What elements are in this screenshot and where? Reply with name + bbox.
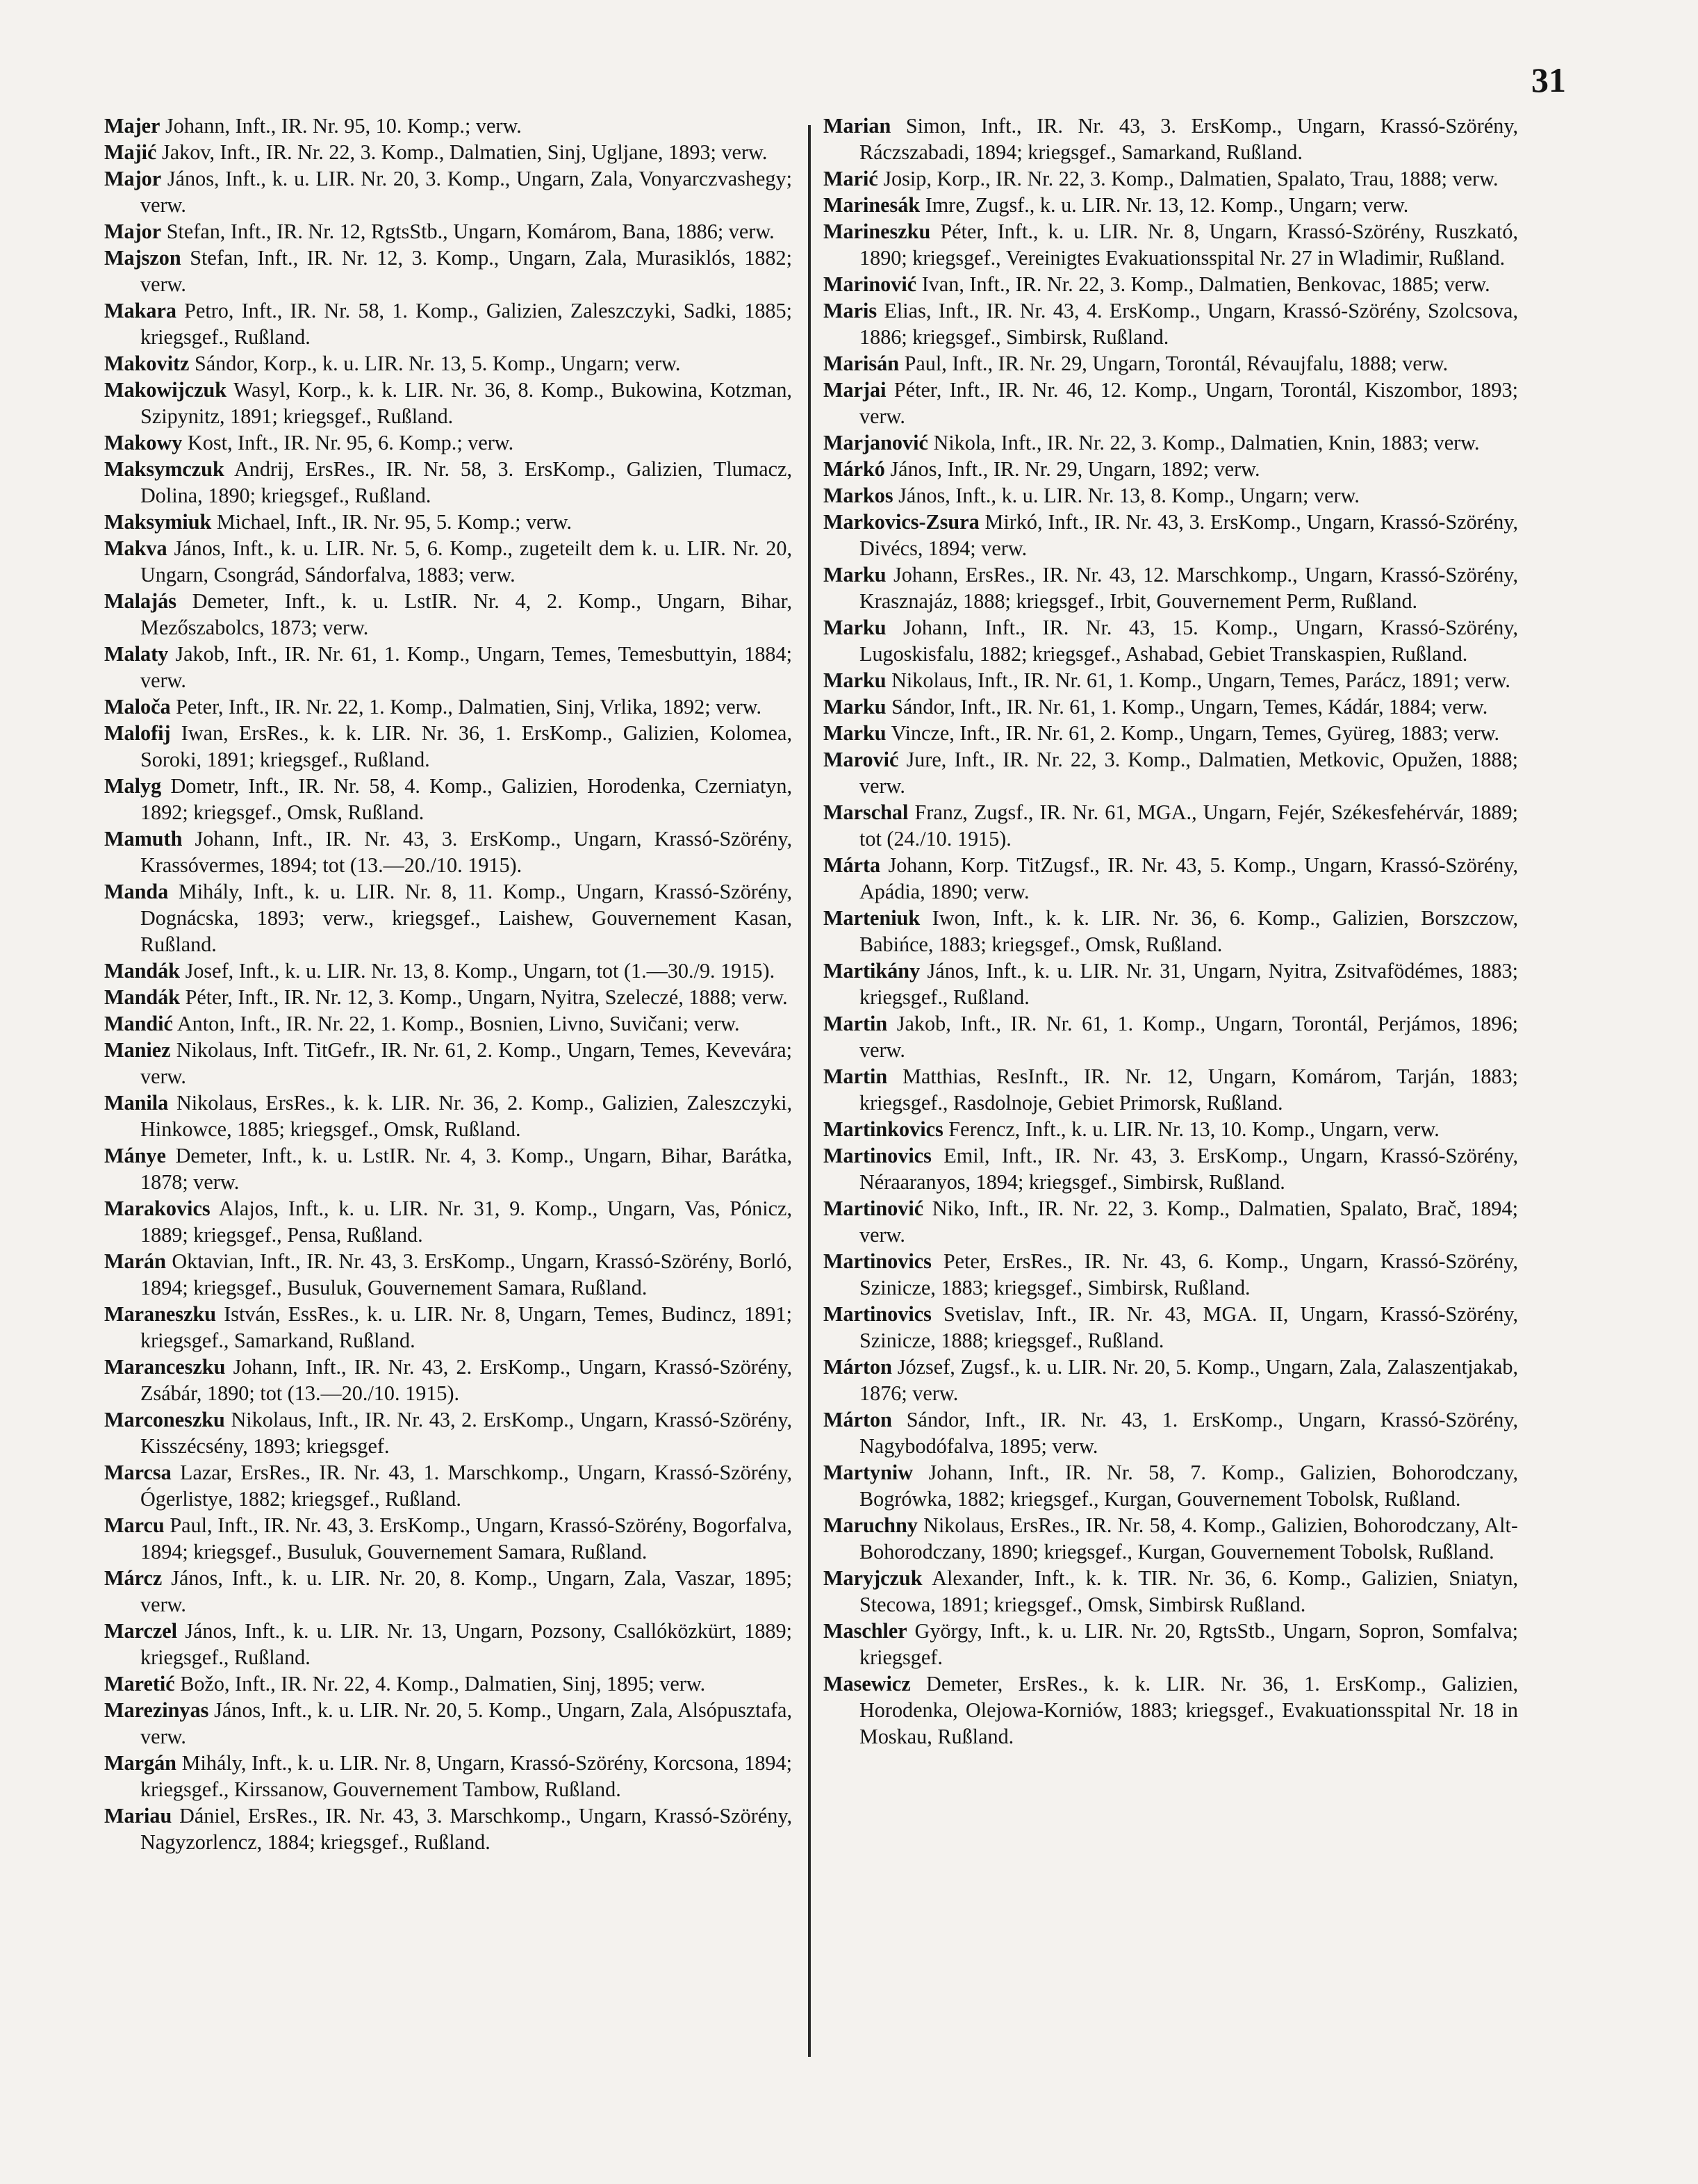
casualty-entry <box>823 1512 1518 1565</box>
entry-details: Svetislav, Inft., IR. Nr. 43, MGA. II, Ungarn, Krassó-Szörény, Szinicze, 1888; kriegsgef., Rußland. <box>859 1302 1518 1352</box>
casualty-entry <box>104 1354 792 1406</box>
casualty-entry <box>104 1142 792 1195</box>
entry-details: Niko, Inft., IR. Nr. 22, 3. Komp., Dalmatien, Spalato, Brač, 1894; verw. <box>859 1197 1518 1247</box>
entry-surname: Markovics-Zsura <box>823 510 980 534</box>
casualty-entry <box>823 1565 1518 1618</box>
casualty-entry <box>823 509 1518 561</box>
entry-details: Josip, Korp., IR. Nr. 22, 3. Komp., Dalmatien, Spalato, Trau, 1888; verw. <box>883 167 1499 190</box>
entry-surname: Marjai <box>823 378 887 402</box>
entry-details: János, Inft., k. u. LIR. Nr. 20, 3. Komp., Ungarn, Zala, Vonyarczvashegy; verw. <box>140 167 792 217</box>
casualty-entry <box>104 350 792 377</box>
entry-details: Matthias, ResInft., IR. Nr. 12, Ungarn, Komárom, Tarján, 1883; kriegsgef., Rasdolnoje, Gebiet Primorsk, Rußland. <box>859 1065 1518 1115</box>
entry-surname: Major <box>104 167 162 190</box>
casualty-entry <box>823 1618 1518 1670</box>
casualty-entry <box>823 1248 1518 1301</box>
casualty-entry <box>104 377 792 429</box>
entry-details: Sándor, Inft., IR. Nr. 61, 1. Komp., Ungarn, Temes, Kádár, 1884; verw. <box>891 695 1488 719</box>
casualty-entry <box>823 1195 1518 1248</box>
entry-surname: Maschler <box>823 1619 907 1643</box>
entry-surname: Margán <box>104 1751 176 1775</box>
entry-surname: Márkó <box>823 457 885 481</box>
entry-surname: Mánye <box>104 1144 166 1167</box>
casualty-entry <box>823 113 1518 165</box>
entry-details: Nikolaus, Inft., IR. Nr. 61, 1. Komp., Ungarn, Temes, Parácz, 1891; verw. <box>891 668 1510 692</box>
casualty-entry <box>104 720 792 773</box>
entry-details: Jure, Inft., IR. Nr. 22, 3. Komp., Dalmatien, Metkovic, Opužen, 1888; verw. <box>859 748 1519 798</box>
entry-details: Peter, Inft., IR. Nr. 22, 1. Komp., Dalmatien, Sinj, Vrlika, 1892; verw. <box>176 695 762 719</box>
entry-surname: Marku <box>823 616 887 639</box>
entry-details: János, Inft., k. u. LIR. Nr. 13, 8. Komp., Ungarn; verw. <box>898 484 1360 507</box>
entry-surname: Marović <box>823 748 899 771</box>
casualty-entry <box>104 588 792 641</box>
entry-details: Paul, Inft., IR. Nr. 29, Ungarn, Torontál, Révaujfalu, 1888; verw. <box>904 352 1449 375</box>
casualty-entry <box>823 1301 1518 1354</box>
entry-surname: Marteniuk <box>823 906 921 930</box>
casualty-entry <box>104 535 792 588</box>
casualty-entry <box>104 429 792 456</box>
casualty-entry <box>823 1142 1518 1195</box>
entry-surname: Maranceszku <box>104 1355 226 1379</box>
entry-surname: Martin <box>823 1065 888 1088</box>
entry-details: Josef, Inft., k. u. LIR. Nr. 13, 8. Komp., Ungarn, tot (1.—30./9. 1915). <box>185 959 775 983</box>
entry-details: Demeter, Inft., k. u. LstIR. Nr. 4, 2. Komp., Ungarn, Bihar, Mezőszabolcs, 1873; verw. <box>140 589 793 639</box>
entry-surname: Marconeszku <box>104 1408 225 1431</box>
entry-surname: Marineszku <box>823 220 931 243</box>
entry-surname: Malaty <box>104 642 169 666</box>
entry-details: Imre, Zugsf., k. u. LIR. Nr. 13, 12. Komp., Ungarn; verw. <box>925 193 1409 217</box>
entry-surname: Majić <box>104 140 157 164</box>
entry-surname: Mandić <box>104 1012 173 1035</box>
entry-details: Péter, Inft., k. u. LIR. Nr. 8, Ungarn, Krassó-Szörény, Ruszkató, 1890; kriegsgef., Vereinigtes Evakuationsspital Nr. 27 in Wladimir, Rußland. <box>859 220 1518 270</box>
entry-details: Johann, Inft., IR. Nr. 95, 10. Komp.; verw. <box>165 114 522 138</box>
casualty-entry <box>104 693 792 720</box>
entry-details: Iwon, Inft., k. k. LIR. Nr. 36, 6. Komp., Galizien, Borszczow, Babińce, 1883; kriegsgef., Omsk, Rußland. <box>859 906 1519 956</box>
entry-details: János, Inft., k. u. LIR. Nr. 13, Ungarn, Pozsony, Csallóközkürt, 1889; kriegsgef., Rußland. <box>140 1619 793 1669</box>
entry-details: József, Zugsf., k. u. LIR. Nr. 20, 5. Komp., Ungarn, Zala, Zalaszentjakab, 1876; verw. <box>859 1355 1518 1405</box>
entry-details: János, Inft., IR. Nr. 29, Ungarn, 1892; verw. <box>890 457 1260 481</box>
entry-surname: Marić <box>823 167 878 190</box>
entry-details: Petro, Inft., IR. Nr. 58, 1. Komp., Galizien, Zaleszczyki, Sadki, 1885; kriegsgef., Rußland. <box>140 299 793 349</box>
entry-surname: Marán <box>104 1249 166 1273</box>
entry-surname: Mandák <box>104 959 181 983</box>
casualty-entry <box>104 139 792 165</box>
entry-details: Nikolaus, ErsRes., IR. Nr. 58, 4. Komp., Galizien, Bohorodczany, Alt-Bohorodczany, 1890; kriegsgef., Kurgan, Gouvernement Tobolsk, Rußland. <box>859 1513 1518 1563</box>
entry-details: Johann, Inft., IR. Nr. 43, 3. ErsKomp., Ungarn, Krassó-Szörény, Krassóvermes, 1894; tot (13.—20./10. 1915). <box>140 827 793 877</box>
entry-details: Emil, Inft., IR. Nr. 43, 3. ErsKomp., Ungarn, Krassó-Szörény, Néraaranyos, 1894; kriegsgef., Simbirsk, Rußland. <box>859 1144 1519 1194</box>
entry-surname: Malajás <box>104 589 176 613</box>
casualty-entry <box>104 113 792 139</box>
entry-surname: Martinovics <box>823 1302 932 1326</box>
casualty-entry <box>823 350 1518 377</box>
entry-surname: Maris <box>823 299 877 322</box>
casualty-entry <box>823 1116 1518 1142</box>
entry-details: Nikolaus, ErsRes., k. k. LIR. Nr. 36, 2. Komp., Galizien, Zaleszczyki, Hinkowce, 1885; kriegsgef., Omsk, Rußland. <box>140 1091 793 1141</box>
casualty-entry <box>823 1010 1518 1063</box>
entry-details: Vincze, Inft., IR. Nr. 61, 2. Komp., Ungarn, Temes, Gyüreg, 1883; verw. <box>891 721 1500 745</box>
entry-surname: Maruchny <box>823 1513 918 1537</box>
entry-surname: Márta <box>823 853 881 877</box>
entry-surname: Marschal <box>823 800 909 824</box>
entry-details: János, Inft., k. u. LIR. Nr. 5, 6. Komp., zugeteilt dem k. u. LIR. Nr. 20, Ungarn, Csongrád, Sándorfalva, 1883; verw. <box>140 536 793 586</box>
entry-details: Dometr, Inft., IR. Nr. 58, 4. Komp., Galizien, Horodenka, Czerniatyn, 1892; kriegsgef., Omsk, Rußland. <box>140 774 793 824</box>
entry-surname: Martinovics <box>823 1249 932 1273</box>
entry-details: Elias, Inft., IR. Nr. 43, 4. ErsKomp., Ungarn, Krassó-Szörény, Szolcsova, 1886; kriegsgef., Simbirsk, Rußland. <box>859 299 1518 349</box>
entry-surname: Marinesák <box>823 193 921 217</box>
casualty-entry <box>823 958 1518 1010</box>
entry-details: Stefan, Inft., IR. Nr. 12, RgtsStb., Ungarn, Komárom, Bana, 1886; verw. <box>166 220 775 243</box>
casualty-entry <box>823 720 1518 746</box>
entry-surname: Mamuth <box>104 827 183 851</box>
casualty-entry <box>104 456 792 509</box>
entry-details: Dániel, ErsRes., IR. Nr. 43, 3. Marschkomp., Ungarn, Krassó-Szörény, Nagyzorlencz, 1884; kriegsgef., Rußland. <box>140 1804 793 1854</box>
entry-details: Božo, Inft., IR. Nr. 22, 4. Komp., Dalmatien, Sinj, 1895; verw. <box>180 1672 706 1696</box>
casualty-entry <box>104 773 792 826</box>
casualty-entry <box>823 614 1518 667</box>
entry-details: Alajos, Inft., k. u. LIR. Nr. 31, 9. Komp., Ungarn, Vas, Pónicz, 1889; kriegsgef., Pensa, Rußland. <box>140 1197 792 1247</box>
right-column <box>823 113 1518 1750</box>
casualty-entry <box>823 218 1518 271</box>
entry-surname: Marian <box>823 114 891 138</box>
casualty-entry <box>104 1301 792 1354</box>
entry-details: Jakob, Inft., IR. Nr. 61, 1. Komp., Ungarn, Temes, Temesbuttyin, 1884; verw. <box>140 642 793 692</box>
entry-details: Oktavian, Inft., IR. Nr. 43, 3. ErsKomp., Ungarn, Krassó-Szörény, Borló, 1894; kriegsgef., Busuluk, Gouvernement Samara, Rußland. <box>140 1249 792 1299</box>
casualty-entry <box>823 693 1518 720</box>
entry-surname: Marku <box>823 668 887 692</box>
entry-surname: Marku <box>823 721 887 745</box>
casualty-entry <box>104 1406 792 1459</box>
casualty-entry <box>823 429 1518 456</box>
entry-details: Demeter, ErsRes., k. k. LIR. Nr. 36, 1. ErsKomp., Galizien, Horodenka, Olejowa-Korniów, 1883; kriegsgef., Evakuationsspital Nr. 18 in Moskau, Rußland. <box>859 1672 1518 1748</box>
entry-surname: Márton <box>823 1355 892 1379</box>
entry-details: Ferencz, Inft., k. u. LIR. Nr. 13, 10. Komp., Ungarn, verw. <box>948 1117 1440 1141</box>
entry-details: Franz, Zugsf., IR. Nr. 61, MGA., Ungarn, Fejér, Székesfehérvár, 1889; tot (24./10. 1915). <box>859 800 1519 851</box>
entry-surname: Marinović <box>823 272 917 296</box>
casualty-entry <box>104 1750 792 1803</box>
casualty-entry <box>104 1195 792 1248</box>
entry-surname: Maretić <box>104 1672 175 1696</box>
entry-details: István, EssRes., k. u. LIR. Nr. 8, Ungarn, Temes, Budincz, 1891; kriegsgef., Samarkand, Rußland. <box>140 1302 792 1352</box>
entry-surname: Marku <box>823 563 887 586</box>
casualty-entry <box>823 1670 1518 1750</box>
entry-surname: Marcu <box>104 1513 165 1537</box>
entry-details: Anton, Inft., IR. Nr. 22, 1. Komp., Bosnien, Livno, Suvičani; verw. <box>176 1012 740 1035</box>
entry-details: János, Inft., k. u. LIR. Nr. 20, 5. Komp., Ungarn, Zala, Alsópusztafa, verw. <box>140 1698 793 1748</box>
entry-surname: Makara <box>104 299 176 322</box>
entry-surname: Makva <box>104 536 167 560</box>
entry-details: Mirkó, Inft., IR. Nr. 43, 3. ErsKomp., Ungarn, Krassó-Szörény, Divécs, 1894; verw. <box>859 510 1518 560</box>
entry-details: Iwan, ErsRes., k. k. LIR. Nr. 36, 1. ErsKomp., Galizien, Kolomea, Soroki, 1891; kriegsgef., Rußland. <box>140 721 792 771</box>
entry-surname: Maksymczuk <box>104 457 224 481</box>
entry-details: Ivan, Inft., IR. Nr. 22, 3. Komp., Dalmatien, Benkovac, 1885; verw. <box>921 272 1490 296</box>
entry-details: Jakob, Inft., IR. Nr. 61, 1. Komp., Ungarn, Torontál, Perjámos, 1896; verw. <box>859 1012 1518 1062</box>
casualty-entry <box>823 905 1518 958</box>
entry-details: Stefan, Inft., IR. Nr. 12, 3. Komp., Ungarn, Zala, Murasiklós, 1882; verw. <box>140 246 793 296</box>
page-number: 31 <box>1531 60 1566 99</box>
entry-details: Mihály, Inft., k. u. LIR. Nr. 8, 11. Komp., Ungarn, Krassó-Szörény, Dognácska, 1893; verw., kriegsgef., Laishew, Gouvernement Kasan, Rußland. <box>140 880 793 956</box>
entry-surname: Mandák <box>104 985 181 1009</box>
entry-details: Nikolaus, Inft. TitGefr., IR. Nr. 61, 2. Komp., Ungarn, Temes, Kevevára; verw. <box>140 1038 792 1088</box>
casualty-entry <box>104 509 792 535</box>
entry-details: Lazar, ErsRes., IR. Nr. 43, 1. Marschkomp., Ungarn, Krassó-Szörény, Ógerlistye, 1882; kriegsgef., Rußland. <box>140 1461 792 1511</box>
casualty-entry <box>104 826 792 878</box>
casualty-entry <box>823 667 1518 693</box>
casualty-entry <box>823 271 1518 297</box>
entry-surname: Makovitz <box>104 352 190 375</box>
casualty-entry <box>104 1618 792 1670</box>
entry-details: Demeter, Inft., k. u. LstIR. Nr. 4, 3. Komp., Ungarn, Bihar, Barátka, 1878; verw. <box>140 1144 793 1194</box>
casualty-entry <box>104 984 792 1010</box>
entry-surname: Malofij <box>104 721 171 745</box>
entry-surname: Marakovics <box>104 1197 211 1220</box>
entry-surname: Martin <box>823 1012 888 1035</box>
casualty-entry <box>104 1248 792 1301</box>
entry-surname: Majszon <box>104 246 181 270</box>
casualty-entry <box>823 561 1518 614</box>
casualty-entry <box>823 852 1518 905</box>
entry-surname: Márton <box>823 1408 892 1431</box>
entry-details: Nikolaus, Inft., IR. Nr. 43, 2. ErsKomp., Ungarn, Krassó-Szörény, Kisszécsény, 1893; kriegsgef. <box>140 1408 793 1458</box>
casualty-entry <box>104 245 792 297</box>
entry-surname: Malyg <box>104 774 162 798</box>
casualty-entry <box>823 482 1518 509</box>
casualty-entry <box>104 1010 792 1037</box>
entry-details: Michael, Inft., IR. Nr. 95, 5. Komp.; verw. <box>216 510 572 534</box>
entry-details: György, Inft., k. u. LIR. Nr. 20, RgtsStb., Ungarn, Sopron, Somfalva; kriegsgef. <box>859 1619 1518 1669</box>
entry-surname: Marku <box>823 695 887 719</box>
casualty-entry <box>823 377 1518 429</box>
casualty-entry <box>104 1697 792 1750</box>
entry-surname: Manila <box>104 1091 169 1115</box>
entry-details: Jakov, Inft., IR. Nr. 22, 3. Komp., Dalmatien, Sinj, Ugljane, 1893; verw. <box>161 140 768 164</box>
entry-surname: Marezinyas <box>104 1698 209 1722</box>
entry-surname: Manda <box>104 880 169 903</box>
casualty-entry <box>823 1354 1518 1406</box>
entry-surname: Maniez <box>104 1038 171 1062</box>
entry-surname: Martikány <box>823 959 921 983</box>
entry-surname: Marisán <box>823 352 900 375</box>
entry-details: Simon, Inft., IR. Nr. 43, 3. ErsKomp., Ungarn, Krassó-Szörény, Ráczszabadi, 1894; kriegsgef., Samarkand, Rußland. <box>859 114 1519 164</box>
casualty-entry <box>104 297 792 350</box>
entry-details: Péter, Inft., IR. Nr. 12, 3. Komp., Ungarn, Nyitra, Szeleczé, 1888; verw. <box>185 985 788 1009</box>
entry-surname: Maryjczuk <box>823 1566 923 1590</box>
entry-surname: Makowy <box>104 431 183 454</box>
casualty-entry <box>823 192 1518 218</box>
entry-details: Nikola, Inft., IR. Nr. 22, 3. Komp., Dalmatien, Knin, 1883; verw. <box>933 431 1480 454</box>
entry-surname: Masewicz <box>823 1672 911 1696</box>
entry-surname: Majer <box>104 114 160 138</box>
casualty-entry <box>823 165 1518 192</box>
entry-surname: Marcsa <box>104 1461 172 1484</box>
entry-surname: Martyniw <box>823 1461 914 1484</box>
casualty-entry <box>104 1512 792 1565</box>
casualty-entry <box>823 1063 1518 1116</box>
entry-details: Paul, Inft., IR. Nr. 43, 3. ErsKomp., Ungarn, Krassó-Szörény, Bogorfalva, 1894; kriegsgef., Busuluk, Gouvernement Samara, Rußland. <box>140 1513 792 1563</box>
entry-surname: Makowijczuk <box>104 378 227 402</box>
casualty-entry <box>104 1090 792 1142</box>
entry-details: Sándor, Inft., IR. Nr. 43, 1. ErsKomp., Ungarn, Krassó-Szörény, Nagybodófalva, 1895; verw. <box>859 1408 1518 1458</box>
entry-surname: Márcz <box>104 1566 163 1590</box>
column-divider <box>808 125 811 2057</box>
casualty-entry <box>823 297 1518 350</box>
entry-details: Johann, Inft., IR. Nr. 43, 2. ErsKomp., Ungarn, Krassó-Szörény, Zsábár, 1890; tot (13.—20./10. 1915). <box>140 1355 793 1405</box>
casualty-entry <box>104 218 792 245</box>
casualty-entry <box>104 1037 792 1090</box>
entry-details: Sándor, Korp., k. u. LIR. Nr. 13, 5. Komp., Ungarn; verw. <box>194 352 681 375</box>
casualty-entry <box>823 1406 1518 1459</box>
casualty-entry <box>104 641 792 693</box>
entry-details: Peter, ErsRes., IR. Nr. 43, 6. Komp., Ungarn, Krassó-Szörény, Szinicze, 1883; kriegsgef., Simbirsk, Rußland. <box>859 1249 1519 1299</box>
entry-surname: Maksymiuk <box>104 510 212 534</box>
entry-surname: Marczel <box>104 1619 178 1643</box>
casualty-entry <box>104 1670 792 1697</box>
casualty-entry <box>104 958 792 984</box>
casualty-entry <box>823 746 1518 799</box>
casualty-entry <box>104 878 792 958</box>
entry-surname: Marjanović <box>823 431 928 454</box>
entry-surname: Maloča <box>104 695 171 719</box>
casualty-entry <box>104 165 792 218</box>
entry-surname: Martinovics <box>823 1144 932 1167</box>
casualty-entry <box>104 1565 792 1618</box>
entry-details: Péter, Inft., IR. Nr. 46, 12. Komp., Ungarn, Torontál, Kiszombor, 1893; verw. <box>859 378 1518 428</box>
left-column <box>104 113 792 1855</box>
entry-surname: Martinkovics <box>823 1117 943 1141</box>
entry-details: Andrij, ErsRes., IR. Nr. 58, 3. ErsKomp., Galizien, Tlumacz, Dolina, 1890; kriegsgef., Rußland. <box>140 457 792 507</box>
entry-details: Wasyl, Korp., k. k. LIR. Nr. 36, 8. Komp., Bukowina, Kotzman, Szipynitz, 1891; kriegsgef., Rußland. <box>140 378 792 428</box>
entry-details: Johann, Korp. TitZugsf., IR. Nr. 43, 5. Komp., Ungarn, Krassó-Szörény, Apádia, 1890; verw. <box>859 853 1519 903</box>
entry-surname: Mariau <box>104 1804 172 1828</box>
casualty-entry <box>823 799 1518 852</box>
entry-details: Kost, Inft., IR. Nr. 95, 6. Komp.; verw. <box>187 431 514 454</box>
entry-surname: Markos <box>823 484 893 507</box>
entry-details: Alexander, Inft., k. k. TIR. Nr. 36, 6. Komp., Galizien, Sniatyn, Stecowa, 1891; kriegsgef., Omsk, Simbirsk Rußland. <box>859 1566 1518 1616</box>
entry-details: Johann, ErsRes., IR. Nr. 43, 12. Marschkomp., Ungarn, Krassó-Szörény, Krasznajáz, 1888; kriegsgef., Irbit, Gouvernement Perm, Rußland. <box>859 563 1518 613</box>
casualty-entry <box>823 1459 1518 1512</box>
entry-details: Johann, Inft., IR. Nr. 43, 15. Komp., Ungarn, Krassó-Szörény, Lugoskisfalu, 1882; kriegsgef., Ashabad, Gebiet Transkaspien, Rußland. <box>859 616 1519 666</box>
entry-details: János, Inft., k. u. LIR. Nr. 20, 8. Komp., Ungarn, Zala, Vaszar, 1895; verw. <box>140 1566 792 1616</box>
casualty-entry <box>104 1803 792 1855</box>
casualty-entry <box>104 1459 792 1512</box>
entry-surname: Major <box>104 220 162 243</box>
entry-details: Mihály, Inft., k. u. LIR. Nr. 8, Ungarn, Krassó-Szörény, Korcsona, 1894; kriegsgef., Kirssanow, Gouvernement Tambow, Rußland. <box>140 1751 793 1801</box>
entry-details: Johann, Inft., IR. Nr. 58, 7. Komp., Galizien, Bohorodczany, Bogrówka, 1882; kriegsgef., Kurgan, Gouvernement Tobolsk, Rußland. <box>859 1461 1519 1511</box>
entry-surname: Maraneszku <box>104 1302 216 1326</box>
entry-details: János, Inft., k. u. LIR. Nr. 31, Ungarn, Nyitra, Zsitvafödémes, 1883; kriegsgef., Rußland. <box>859 959 1518 1009</box>
casualty-entry <box>823 456 1518 482</box>
entry-surname: Martinović <box>823 1197 924 1220</box>
